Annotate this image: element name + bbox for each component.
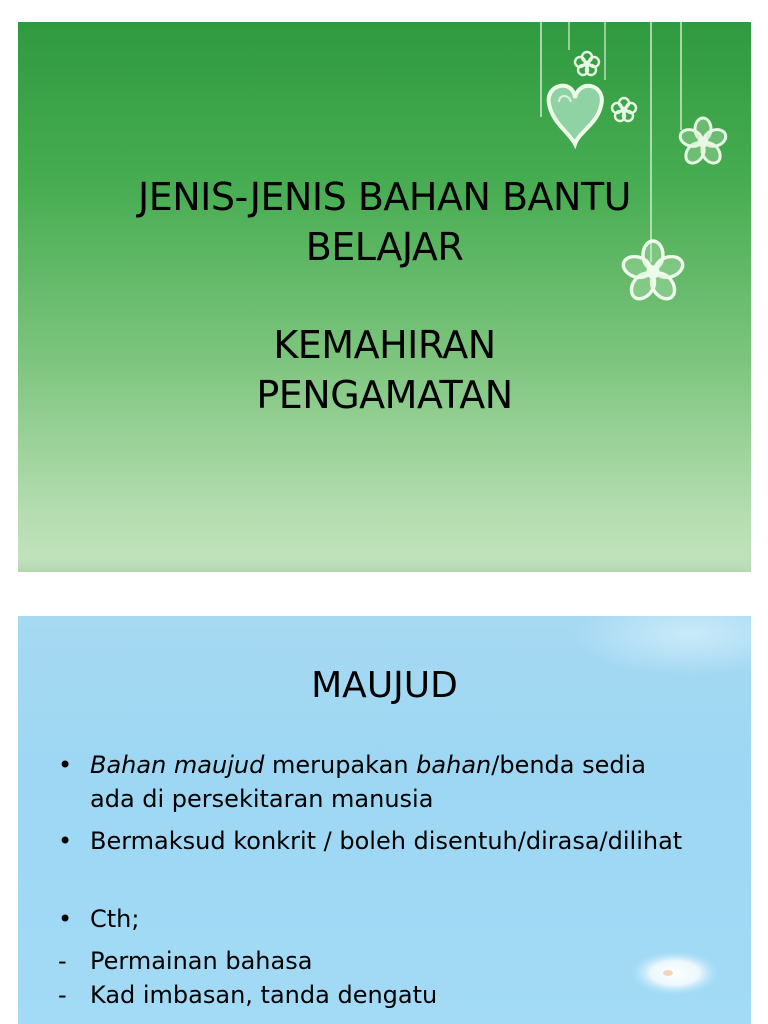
subtitle-line: PENGAMATAN xyxy=(256,373,513,417)
bullet-marker: • xyxy=(58,827,73,855)
dash-marker: - xyxy=(58,981,67,1009)
title-slide xyxy=(18,22,751,572)
body-text: Cth; xyxy=(90,905,140,933)
emphasis-text: bahan xyxy=(416,751,492,779)
content-slide xyxy=(18,616,751,1024)
slide-heading: MAUJUD xyxy=(311,665,458,706)
slide-title xyxy=(18,172,751,420)
body-text: /benda sedia ada di persekitaran manusia xyxy=(90,751,646,813)
list-item xyxy=(58,824,698,858)
bullet-marker: • xyxy=(58,751,73,779)
flower-ornament-icon xyxy=(678,118,728,167)
body-text: Permainan bahasa xyxy=(90,947,313,975)
flower-ornament-icon xyxy=(612,98,636,121)
list-item xyxy=(58,902,698,936)
bullet-list xyxy=(58,748,698,1012)
bullet-marker: • xyxy=(58,905,73,933)
flower-ornament-icon xyxy=(575,52,599,75)
emphasis-text: Bahan maujud xyxy=(90,751,265,779)
subtitle-line: KEMAHIRAN xyxy=(273,323,496,367)
heart-ornament-icon xyxy=(549,86,602,144)
list-item xyxy=(58,978,698,1012)
body-text: Kad imbasan, tanda dengatu xyxy=(90,981,438,1009)
title-line: JENIS-JENIS BAHAN BANTU xyxy=(137,175,631,219)
slide-bottom-edge xyxy=(18,558,751,572)
body-text: merupakan xyxy=(264,751,417,779)
body-text: Bermaksud konkrit / boleh disentuh/dirasa/dilihat xyxy=(90,827,683,855)
title-line: BELAJAR xyxy=(305,225,464,269)
list-item xyxy=(58,944,698,978)
list-item xyxy=(58,748,698,816)
dash-marker: - xyxy=(58,947,67,975)
